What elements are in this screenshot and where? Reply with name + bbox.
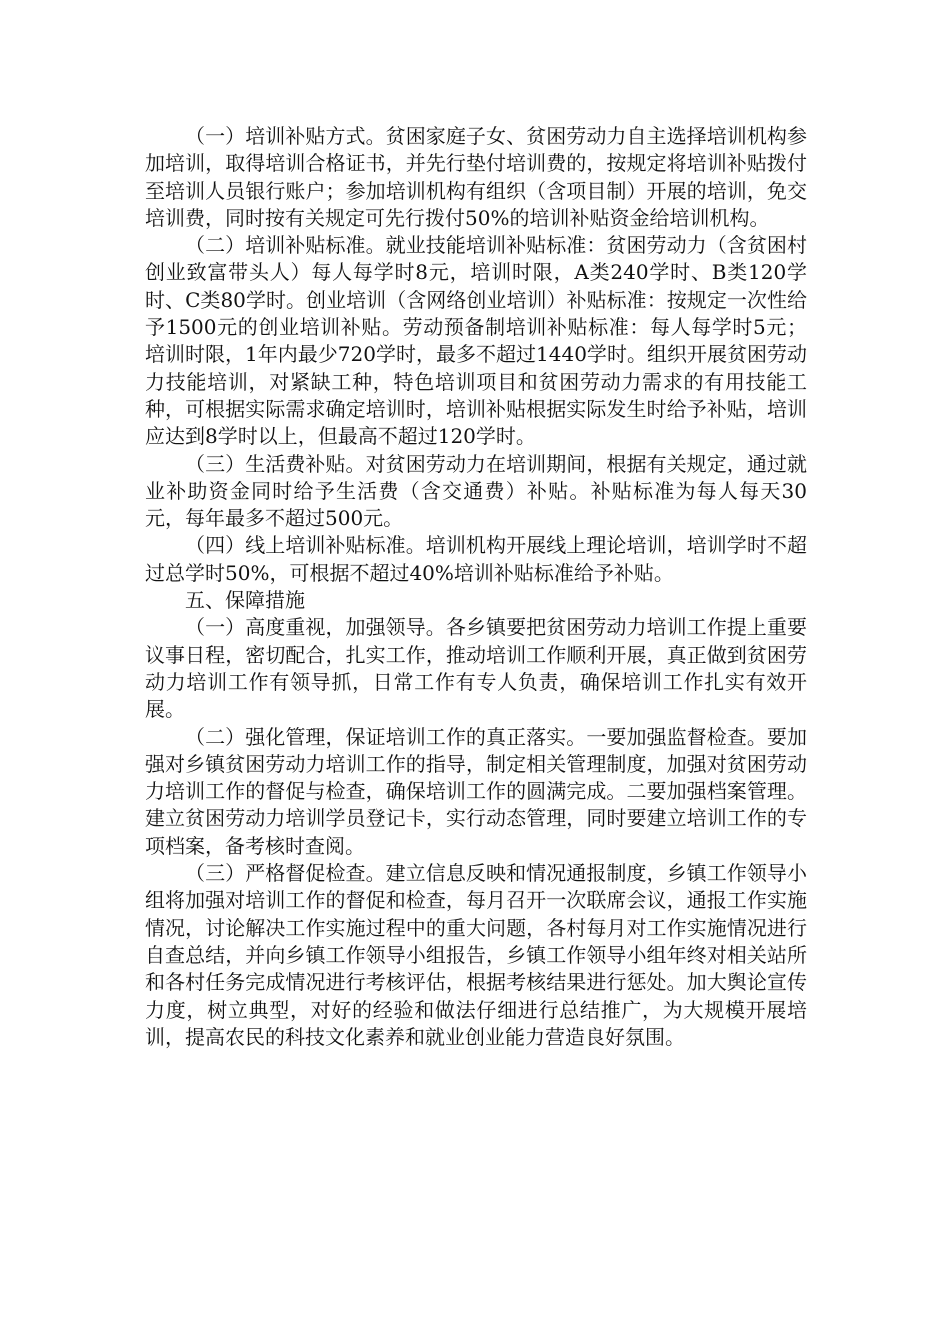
paragraph-online-training-subsidy: （四）线上培训补贴标准。培训机构开展线上理论培训，培训学时不超过总学时50%，可根据不超过40%培训补贴标准给予补贴。 — [145, 533, 807, 585]
paragraph-training-subsidy-standard: （二）培训补贴标准。就业技能培训补贴标准：贫困劳动力（含贫困村创业致富带头人）每人每学时8元，培训时限，A类240学时、B类120学时、C类80学时。创业培训（含网络创业培训）补贴标准：按规定一次性给予1500元的创业培训补贴。劳动预备制培训补贴标准：每人每学时5元；培训时限，1年内最少720学时，最多不超过1440学时。组织开展贫困劳动力技能培训，对紧缺工种，特色培训项目和贫困劳动力需求的有用技能工种，可根据实际需求确定培训时，培训补贴根据实际发生时给予补贴，培训应达到8学时以上，但最高不超过120学时。 — [145, 233, 807, 449]
paragraph-training-subsidy-method: （一）培训补贴方式。贫困家庭子女、贫困劳动力自主选择培训机构参加培训，取得培训合格证书，并先行垫付培训费的，按规定将培训补贴拨付至培训人员银行账户；参加培训机构有组织（含项目制）开展的培训，免交培训费，同时按有关规定可先行拨付50%的培训补贴资金给培训机构。 — [145, 124, 807, 230]
document-body — [145, 123, 807, 1051]
paragraph-management: （二）强化管理，保证培训工作的真正落实。一要加强监督检查。要加强对乡镇贫困劳动力培训工作的指导，制定相关管理制度，加强对贫困劳动力培训工作的督促与检查，确保培训工作的圆满完成。二要加强档案管理。建立贫困劳动力培训学员登记卡，实行动态管理，同时要建立培训工作的专项档案，备考核时查阅。 — [145, 724, 807, 858]
paragraph-supervision: （三）严格督促检查。建立信息反映和情况通报制度，乡镇工作领导小组将加强对培训工作的督促和检查，每月召开一次联席会议，通报工作实施情况，讨论解决工作实施过程中的重大问题，各村每月对工作实施情况进行自查总结，并向乡镇工作领导小组报告，乡镇工作领导小组年终对相关站所和各村任务完成情况进行考核评估，根据考核结果进行惩处。加大舆论宣传力度，树立典型，对好的经验和做法仔细进行总结推广，为大规模开展培训，提高农民的科技文化素养和就业创业能力营造良好氛围。 — [145, 861, 807, 1049]
section-heading-safeguards: 五、保障措施 — [185, 588, 305, 613]
paragraph-leadership: （一）高度重视，加强领导。各乡镇要把贫困劳动力培训工作提上重要议事日程，密切配合，扎实工作，推动培训工作顺利开展，真正做到贫困劳动力培训工作有领导抓，日常工作有专人负责，确保培训工作扎实有效开展。 — [145, 615, 807, 722]
paragraph-living-allowance: （三）生活费补贴。对贫困劳动力在培训期间，根据有关规定，通过就业补助资金同时给予生活费（含交通费）补贴。补贴标准为每人每天30元，每年最多不超过500元。 — [145, 451, 807, 531]
